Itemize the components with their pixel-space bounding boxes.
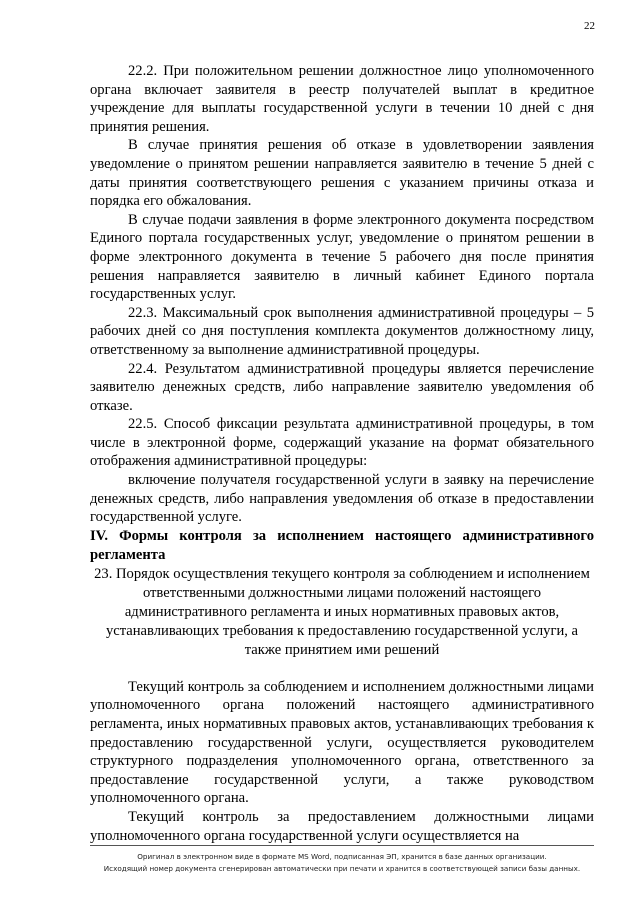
footer-line-2: Исходящий номер документа сгенерирован автоматически при печати и хранится в соответствующей записи базы данных. — [103, 864, 581, 873]
page-number: 22 — [584, 20, 595, 32]
footer-divider — [90, 845, 594, 846]
subsection-title: 23. Порядок осуществления текущего контроля за соблюдением и исполнением ответственными должностными лицами положений настоящего административного регламента и иных нормативных правовых актов, устанавливающих требования к предоставлению государственной услуги, а также принятием ими решений — [94, 565, 590, 658]
paragraph-22-3: 22.3. Максимальный срок выполнения административной процедуры – 5 рабочих дней со дня поступления комплекта документов должностному лицу, ответственному за выполнение административной процедуры. — [90, 304, 594, 358]
paragraph-22-2: 22.2. При положительном решении должностное лицо уполномоченного органа включает заявителя в реестр получателей выплат в кредитное учреждение для выплаты государственной услуги в течении 10 дней с дня принятия решения. — [90, 63, 594, 135]
paragraph-current-control: Текущий контроль за соблюдением и исполнением должностными лицами уполномоченного органа положений настоящего административного регламента, иных нормативных правовых актов, устанавливающих требования к предоставлению государственной услуги, осуществляется руководителем структурного подразделения уполномоченного органа, ответственного за предоставление государственной услуги, а также руководством уполномоченного органа. — [90, 678, 594, 807]
paragraph-refusal: В случае принятия решения об отказе в удовлетворении заявления уведомление о принятом решении направляется заявителю в течение 5 дней с даты принятия соответствующего решения с указанием причины отказа и порядка его обжалования. — [90, 137, 594, 210]
paragraph-electronic: В случае подачи заявления в форме электронного документа посредством Единого портала государственных услуг, уведомление о принятом решении в форме электронного документа в течение 5 рабочего дня после принятия решения направляется заявителю в личный кабинет Единого портала государственных услуг. — [90, 211, 594, 303]
footer — [70, 851, 614, 875]
paragraph-22-5: 22.5. Способ фиксации результата административной процедуры, в том числе в электронной форме, содержащий указание на формат обязательного отображения административной процедуры: — [90, 416, 594, 470]
section-title: IV. Формы контроля за исполнением настоящего административного регламента — [90, 527, 594, 563]
paragraph-current-control-2: Текущий контроль за предоставлением должностными лицами уполномоченного органа государственной услуги осуществляется на — [90, 809, 594, 844]
footer-line-1: Оригинал в электронном виде в формате MS Word, подписанная ЭП, хранится в базе данных организации. — [137, 852, 547, 861]
document-body — [90, 62, 594, 845]
paragraph-inclusion: включение получателя государственной услуги в заявку на перечисление денежных средств, либо направления уведомления об отказе в предоставлении государственной услуге. — [90, 472, 594, 526]
paragraph-22-4: 22.4. Результатом административной процедуры является перечисление заявителю денежных средств, либо направление заявителю уведомления об отказе. — [90, 360, 594, 414]
